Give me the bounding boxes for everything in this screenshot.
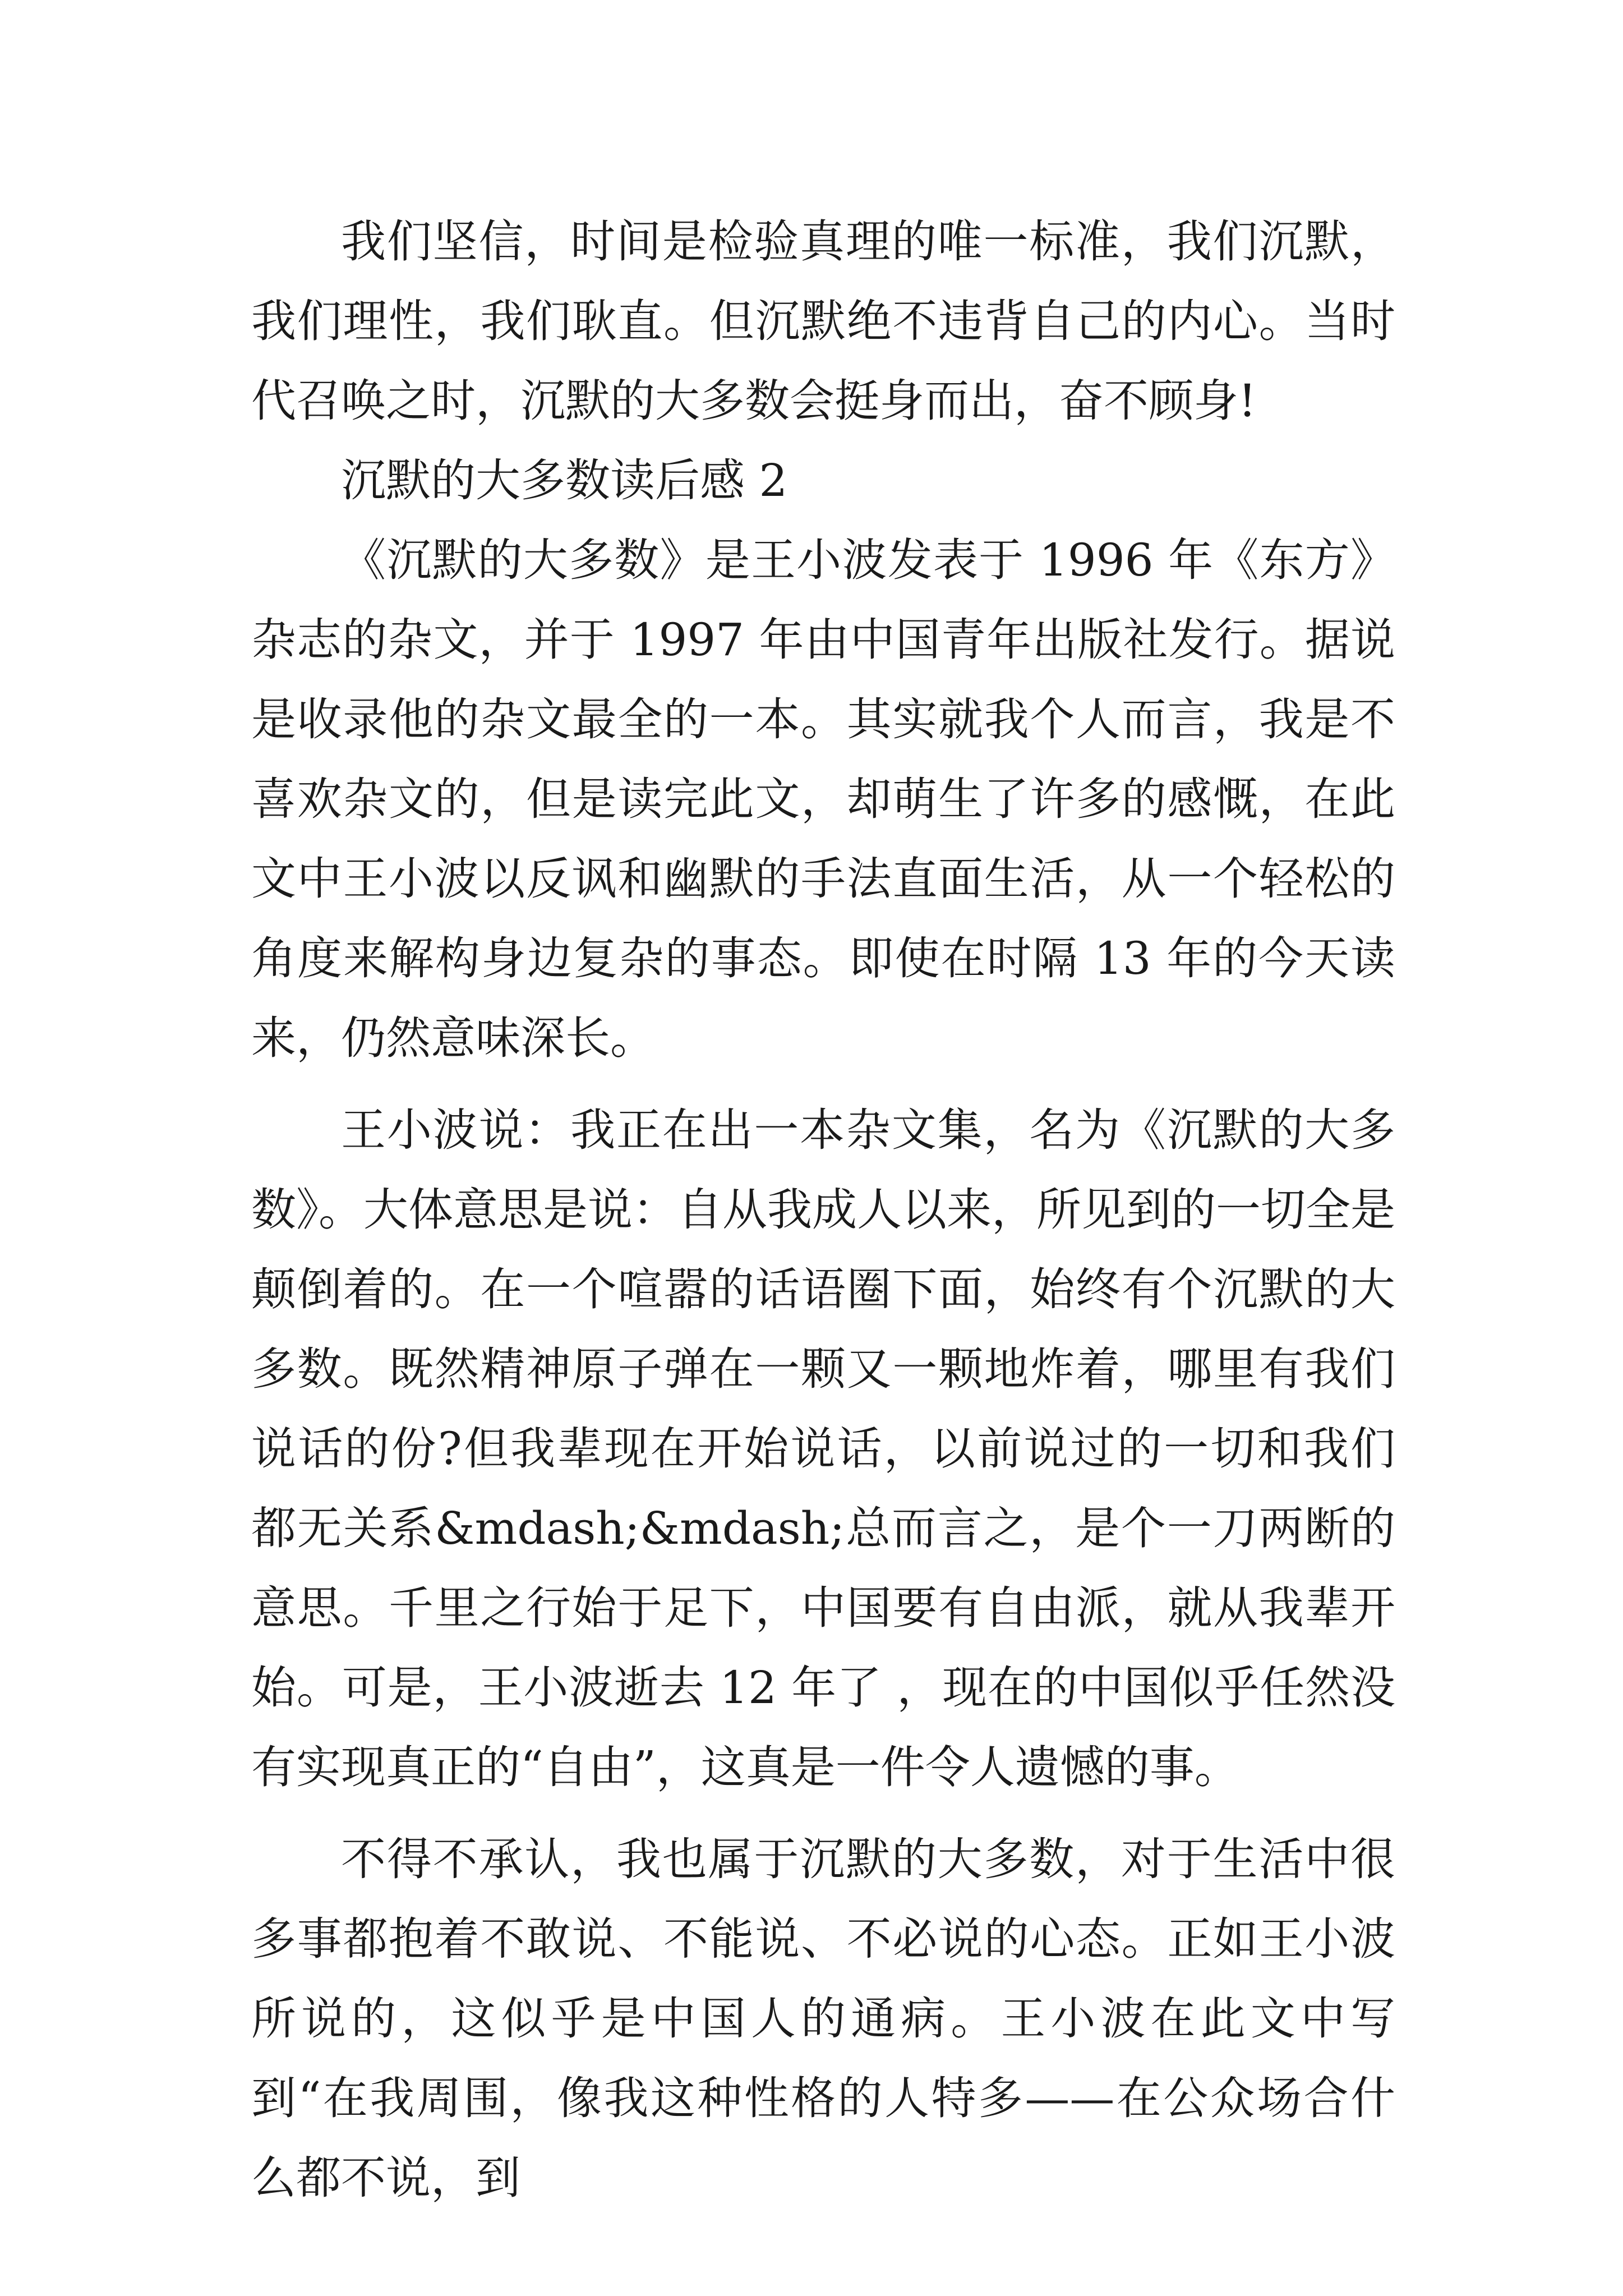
document-body bbox=[251, 202, 1395, 2218]
paragraph-conviction: 我们坚信，时间是检验真理的唯一标准，我们沉默，我们理性，我们耿直。但沉默绝不违背自己的内心。当时代召唤之时，沉默的大多数会挺身而出，奋不顾身! bbox=[251, 215, 1395, 427]
paragraph-wang-xiaobo-quote: 王小波说：我正在出一本杂文集，名为《沉默的大多数》。大体意思是说：自从我成人以来，所见到的一切全是颠倒着的。在一个喧嚣的话语圈下面，始终有个沉默的大多数。既然精神原子弹在一颗又一颗地炸着，哪里有我们说话的份?但我辈现在开始说话，以前说过的一切和我们都无关系&mdash;&mdash;总而言之，是个一刀两断的意思。千里之行始于足下，中国要有自由派，就从我辈开始。可是，王小波逝去 12 年了 ，现在的中国似乎任然没有实现真正的“自由”，这真是一件令人遗憾的事。 bbox=[251, 1104, 1395, 1793]
paragraph-book-intro: 《沉默的大多数》是王小波发表于 1996 年《东方》杂志的杂文，并于 1997 年由中国青年出版社发行。据说是收录他的杂文最全的一本。其实就我个人而言，我是不喜欢杂文的，但是读完此文，却萌生了许多的感慨，在此文中王小波以反讽和幽默的手法直面生活，从一个轻松的角度来解构身边复杂的事态。即使在时隔 13 年的今天读来，仍然意味深长。 bbox=[251, 534, 1395, 1064]
paragraph-reflection: 不得不承认，我也属于沉默的大多数，对于生活中很多事都抱着不敢说、不能说、不必说的心态。正如王小波所说的，这似乎是中国人的通病。王小波在此文中写到“在我周围，像我这种性格的人特多——在公众场合什么都不说，到 bbox=[251, 1833, 1395, 2204]
section-heading: 沉默的大多数读后感 2 bbox=[341, 454, 788, 507]
